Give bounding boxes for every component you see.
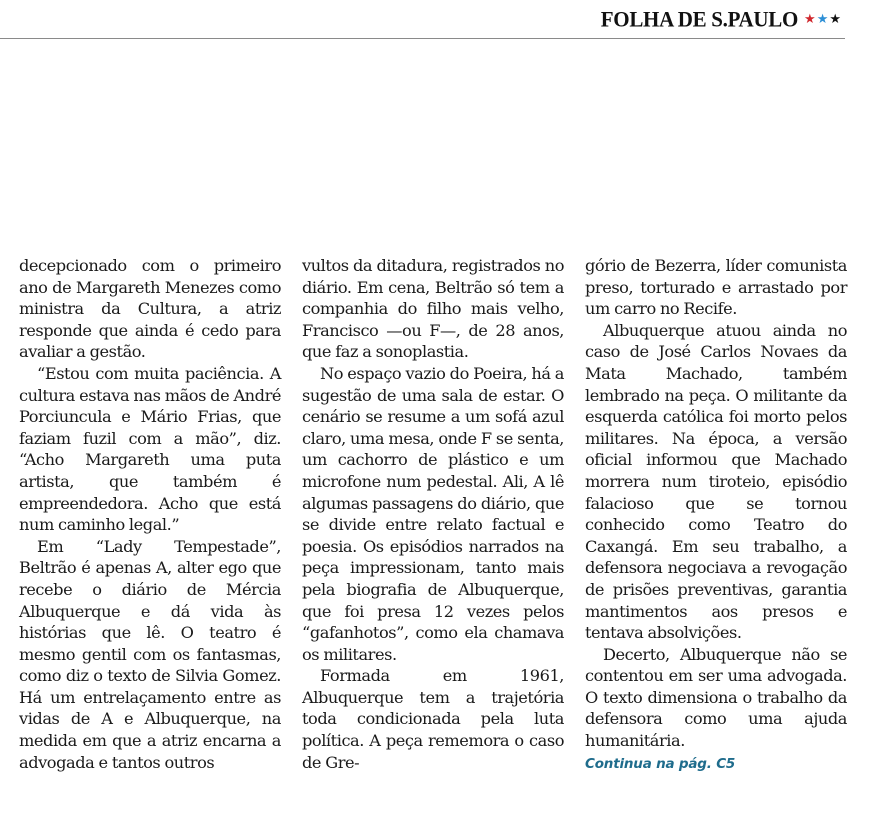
paragraph: decepcionado com o primeiro ano de Margareth Menezes como ministra da Cultura, a atriz responde que ainda é cedo para avaliar a gestão. bbox=[19, 256, 281, 362]
article-body bbox=[19, 255, 847, 825]
newspaper-logo: FOLHA DE S.PAULO bbox=[600, 5, 799, 32]
black-star-icon: ★ bbox=[829, 11, 842, 27]
paragraph: gório de Bezerra, líder comunista preso, torturado e arrastado por um carro no Recife. bbox=[585, 256, 847, 319]
red-star-icon: ★ bbox=[804, 11, 817, 27]
article-column-3 bbox=[585, 255, 847, 825]
blue-star-icon: ★ bbox=[816, 11, 830, 27]
paragraph: Em “Lady Tempestade”, Beltrão é apenas A, alter ego que recebe o diário de Mércia Albuquerque e dá vida às histórias que lê. O teatro é mesmo gentil com os fantasmas, como diz o texto de Silvia Gomez. Há um entrelaçamento entre as vidas de A e Albuquerque, na medida em que a atriz encarna a advogada e tantos outros bbox=[19, 536, 281, 772]
paragraph: “Estou com muita paciência. A cultura estava nas mãos de André Porciuncula e Mário Frias, que faziam fuzil com a mão”, diz. “Acho Margareth uma puta artista, que também é empreendedora. Acho que está num caminho legal.” bbox=[19, 363, 281, 535]
masthead bbox=[601, 6, 842, 32]
paragraph: Decerto, Albuquerque não se contentou em ser uma advogada. O texto dimensiona o trabalho da defensora como uma ajuda humanitária. bbox=[585, 644, 847, 751]
article-column-2 bbox=[302, 255, 564, 825]
paragraph: No espaço vazio do Poeira, há a sugestão de uma sala de estar. O cenário se resume a um sofá azul claro, uma mesa, onde F se senta, um cachorro de plástico e um microfone num pedestal. Ali, A lê algumas passagens do diário, que se divide entre relato factual e poesia. Os episódios narrados na peça impressionam, tanto mais pela biografia de Albuquerque, que foi presa 12 vezes pelos “gafanhotos”, como ela chamava os militares. bbox=[302, 363, 564, 664]
paragraph: vultos da ditadura, registrados no diário. Em cena, Beltrão só tem a companhia do filho mais velho, Francisco —ou F—, de 28 anos, que faz a sonoplastia. bbox=[302, 256, 564, 362]
masthead-divider bbox=[0, 38, 845, 39]
paragraph: Albuquerque atuou ainda no caso de José Carlos Novaes da Mata Machado, também lembrado na peça. O militante da esquerda católica foi morto pelos militares. Na época, a versão oficial informou que Machado morrera num tiroteio, episódio falacioso que se tornou conhecido como Teatro do Caxangá. Em seu trabalho, a defensora negociava a revogação de prisões preventivas, garantia mantimentos aos presos e tentava absolvições. bbox=[585, 320, 847, 643]
masthead-stars bbox=[804, 12, 842, 27]
paragraph: Formada em 1961, Albuquerque tem a trajetória toda condicionada pela luta política. A peça rememora o caso de Gre- bbox=[302, 666, 564, 772]
article-column-1 bbox=[19, 255, 281, 825]
continuation-link[interactable]: Continua na pág. C5 bbox=[585, 755, 736, 772]
